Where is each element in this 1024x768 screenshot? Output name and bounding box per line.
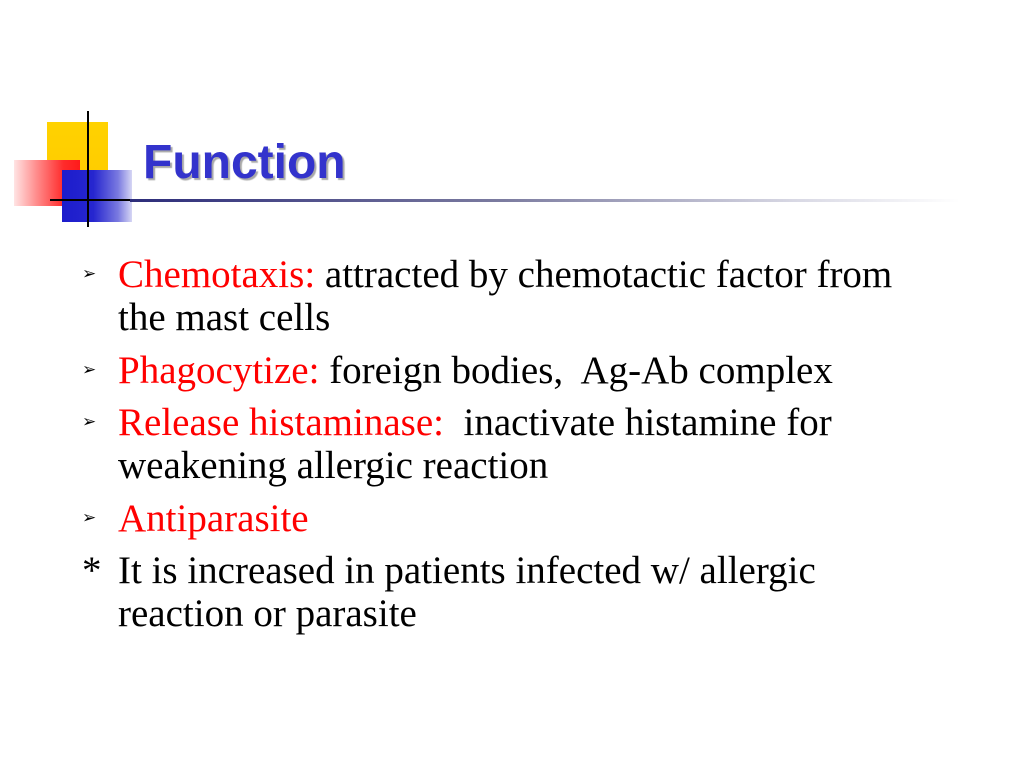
bullet-item-chemotaxis xyxy=(82,253,923,339)
bullet-label: Chemotaxis: xyxy=(118,253,316,296)
bullet-list xyxy=(82,253,923,645)
bullet-label: Release histaminase: xyxy=(118,401,444,444)
bullet-text: attracted by chemotactic factor from the mast cells xyxy=(118,253,903,339)
arrow-bullet-icon: ➢ xyxy=(82,359,97,380)
bullet-label: Antiparasite xyxy=(118,496,309,540)
bullet-text: foreign bodies, Ag-Ab complex xyxy=(319,348,833,392)
bullet-text: It is increased in patients infected w/ allergic reaction or parasite xyxy=(118,549,826,635)
bullet-item-release-histaminase xyxy=(82,401,923,487)
bullet-item-antiparasite xyxy=(82,496,923,540)
bullet-label: Phagocytize: xyxy=(118,348,320,392)
slide-title: Function xyxy=(143,136,346,189)
title-underline-rule xyxy=(130,199,960,202)
asterisk-bullet-icon: * xyxy=(82,549,102,592)
arrow-bullet-icon: ➢ xyxy=(82,507,97,528)
logo-blue-square xyxy=(62,170,132,222)
arrow-bullet-icon: ➢ xyxy=(82,264,97,284)
bullet-item-note xyxy=(82,549,923,635)
logo-vertical-line xyxy=(87,111,89,227)
arrow-bullet-icon: ➢ xyxy=(82,412,97,432)
logo-horizontal-line xyxy=(50,199,136,201)
bullet-item-phagocytize xyxy=(82,348,923,392)
bullet-text: inactivate histamine for weakening allergic reaction xyxy=(118,401,842,487)
